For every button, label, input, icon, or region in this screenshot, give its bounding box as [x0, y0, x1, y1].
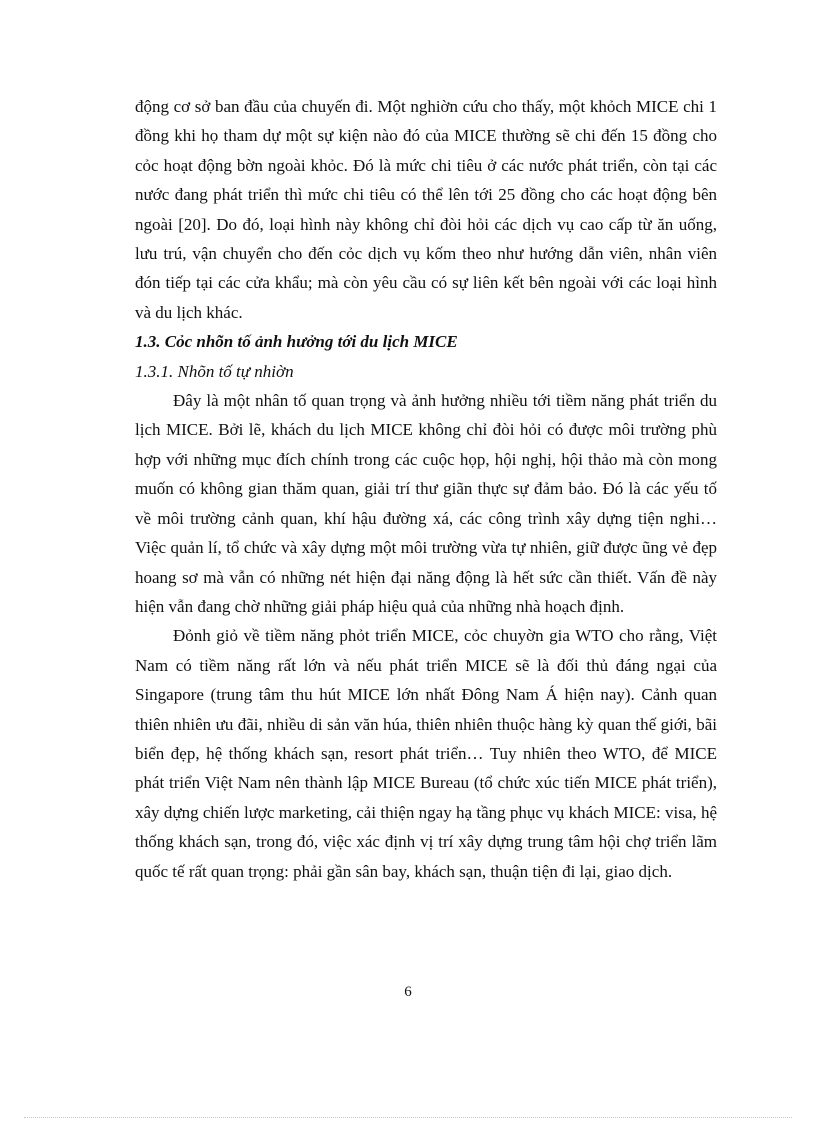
paragraph-natural-factors: Đây là một nhân tố quan trọng và ảnh hưởng nhiều tới tiềm năng phát triển du lịch MICE. Bởi lẽ, khách du lịch MICE không chỉ đòi hỏi có được môi trường phù hợp với những mục đích chính trong các cuộc họp, hội nghị, hội thảo mà còn mong muốn có không gian thăm quan, giải trí thư giãn thực sự đảm bảo. Đó là các yếu tố về môi trường cảnh quan, khí hậu đường xá, các công trình xây dựng tiện nghi…Việc quản lí, tổ chức và xây dựng một môi trường vừa tự nhiên, giữ được ũng vẻ đẹp hoang sơ mà vẫn có những nét hiện đại năng động là hết sức cần thiết. Vấn đề này hiện vẫn đang chờ những giải pháp hiệu quả của những nhà hoạch định. — [135, 391, 717, 616]
page-number: 6 — [404, 984, 412, 1000]
subsection-heading: 1.3.1. Nhõn tố tự nhiờn — [135, 361, 294, 381]
section-heading: 1.3. Cỏc nhõn tố ảnh hưởng tới du lịch MICE — [135, 332, 458, 352]
page-body — [135, 92, 717, 886]
page-bottom-divider — [24, 1117, 792, 1118]
paragraph-wto-assessment: Đỏnh giỏ về tiềm năng phỏt triển MICE, cỏc chuyờn gia WTO cho rằng, Việt Nam có tiềm năng rất lớn và nếu phát triển MICE sẽ là đối thủ đáng ngại của Singapore (trung tâm thu hút MICE lớn nhất Đông Nam Á hiện nay). Cảnh quan thiên nhiên ưu đãi, nhiều di sản văn húa, thiên nhiên thuộc hàng kỳ quan thế giới, bãi biển đẹp, hệ thống khách sạn, resort phát triển… Tuy nhiên theo WTO, để MICE phát triển Việt Nam nên thành lập MICE Bureau (tổ chức xúc tiến MICE phát triển), xây dựng chiến lược marketing, cải thiện ngay hạ tầng phục vụ khách MICE: visa, hệ thống khách sạn, trong đó, việc xác định vị trí xây dựng trung tâm hội chợ triển lãm quốc tế rất quan trọng: phải gần sân bay, khách sạn, thuận tiện đi lại, giao dịch. — [135, 626, 717, 881]
paragraph-continuation: động cơ sở ban đầu của chuyến đi. Một nghiờn cứu cho thấy, một khỏch MICE chi 1 đồng khi họ tham dự một sự kiện nào đó của MICE thường sẽ chi đến 15 đồng cho cỏc hoạt động bờn ngoài khỏc. Đó là mức chi tiêu ở các nước phát triển, còn tại các nước đang phát triển thì mức chi tiêu có thể lên tới 25 đồng cho các hoạt động bên ngoài [20]. Do đó, loại hình này không chỉ đòi hỏi các dịch vụ cao cấp từ ăn uống, lưu trú, vận chuyển cho đến cỏc dịch vụ kốm theo như hướng dẫn viên, nhân viên đón tiếp tại các cửa khẩu; mà còn yêu cầu có sự liên kết bên ngoài với các loại hình và du lịch khác. — [135, 97, 717, 322]
